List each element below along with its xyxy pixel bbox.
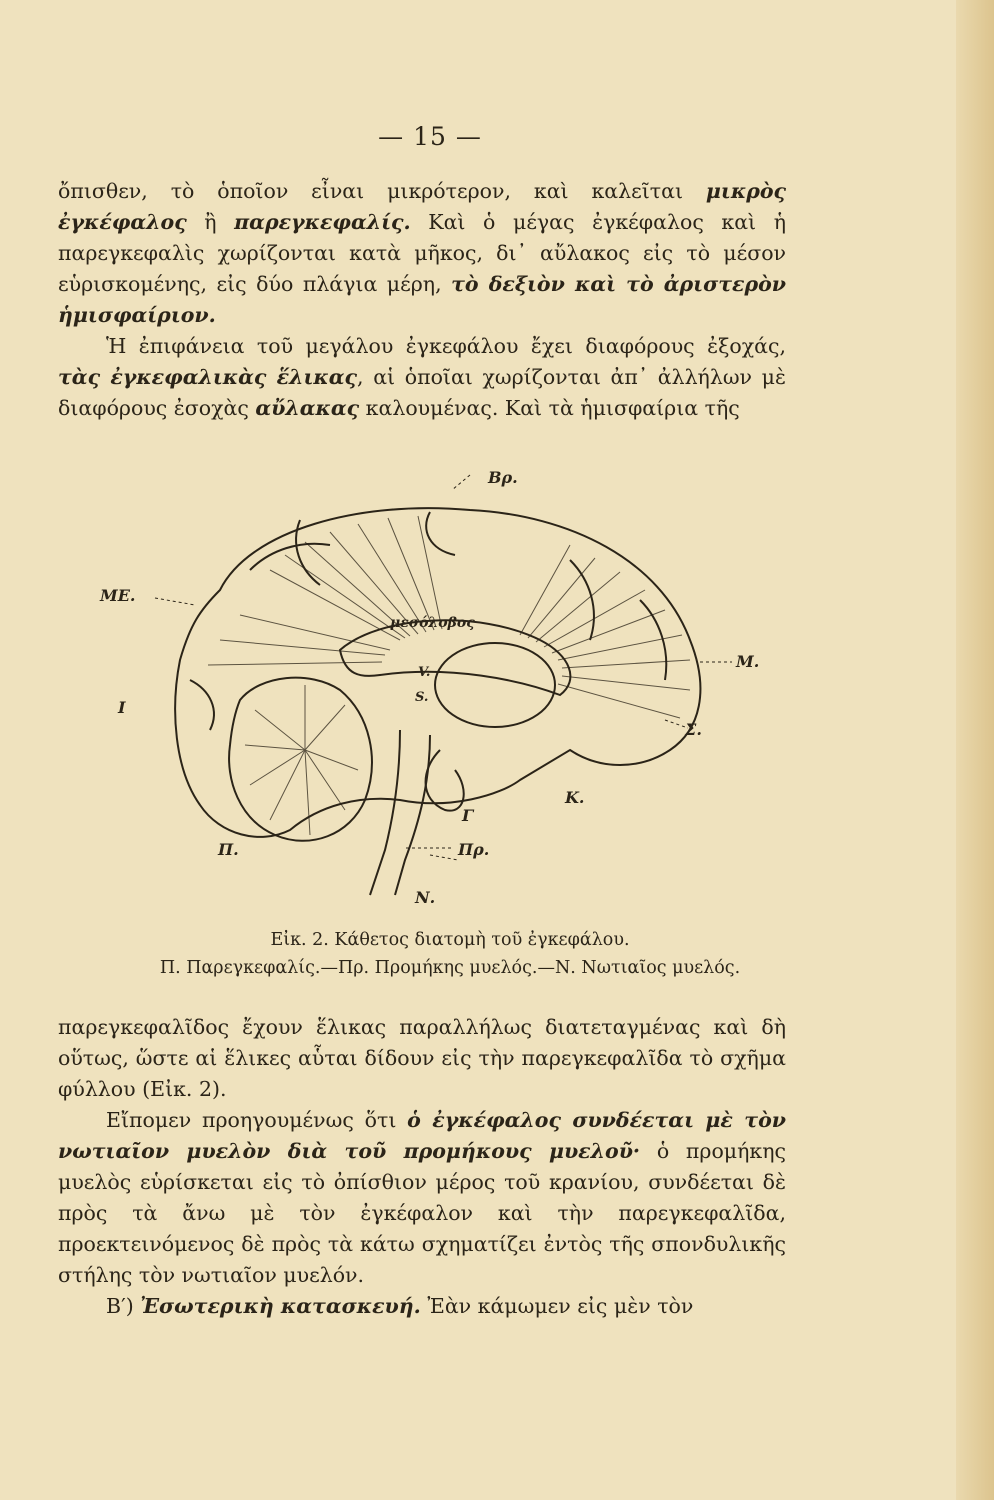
label-s: S. bbox=[415, 690, 429, 705]
label-n: Ν. bbox=[415, 888, 436, 907]
text-run: Β′) bbox=[106, 1294, 141, 1318]
label-g: Γ bbox=[462, 806, 474, 825]
term-aulakes: αὔλακας bbox=[255, 396, 360, 420]
figure-caption-title: Εἰκ. 2. Κάθετος διατομὴ τοῦ ἐγκεφάλου. bbox=[270, 930, 630, 950]
paragraph-1 bbox=[58, 176, 786, 331]
section-heading-inner-structure: Ἐσωτερικὴ κατασκευή. bbox=[140, 1294, 421, 1318]
text-run: καλουμένας. Καὶ τὰ ἡμισφαίρια τῆς bbox=[359, 396, 740, 420]
label-br: Βρ. bbox=[488, 468, 518, 487]
text-run: ὄπισθεν, τὸ ὁποῖον εἶναι μικρότερον, καὶ καλεῖται bbox=[58, 179, 706, 203]
text-run: Ἡ ἐπιφάνεια τοῦ μεγάλου ἐγκεφάλου ἔχει διαφόρους ἐξοχάς, bbox=[106, 334, 786, 358]
label-p: Π. bbox=[218, 840, 239, 859]
text-run: Εἴπομεν προηγουμένως ὅτι bbox=[106, 1108, 408, 1132]
figure-caption-legend: Π. Παρεγκεφαλίς.—Πρ. Προμήκης μυελός.—Ν. Νωτιαῖος μυελός. bbox=[159, 958, 741, 978]
label-megalobos: μεσόλοβος bbox=[390, 615, 475, 631]
term-hemispheres: τὸ δεξιὸν καὶ τὸ ἀριστερὸν ἡμισφαίριον. bbox=[58, 272, 786, 327]
term-mikros-egkefalos: μικρὸς ἐγκέφαλος bbox=[58, 179, 786, 234]
label-pr: Πρ. bbox=[458, 840, 490, 859]
page-number: — 15 — bbox=[378, 122, 482, 151]
top-text-block bbox=[58, 176, 786, 424]
label-sigma: Σ. bbox=[685, 720, 702, 739]
brain-section-figure bbox=[100, 450, 800, 920]
paragraph-4 bbox=[58, 1105, 786, 1291]
paragraph-3: παρεγκεφαλῖδος ἔχουν ἕλικας παραλλήλως διατεταγμένας καὶ δὴ οὕτως, ὥστε αἱ ἕλικες αὗται δίδουν εἰς τὴν παρεγκεφαλῖδα τὸ σχῆμα φύλλου (Εἰκ. 2). bbox=[58, 1015, 786, 1101]
label-me: ΜΕ. bbox=[100, 586, 136, 605]
label-i: Ι bbox=[118, 698, 126, 717]
text-run: Καὶ ὁ μέγας ἐγκέφαλος καὶ ἡ παρεγκεφαλὶς χωρίζονται κατὰ μῆκος, δι᾿ αὔλακος εἰς τὸ μέσον εὑρισκομένης, εἰς δύο πλάγια μέρη, bbox=[58, 210, 786, 296]
bottom-text-block bbox=[58, 1012, 786, 1322]
text-run: Ἐὰν κάμωμεν εἰς μὲν τὸν bbox=[420, 1294, 694, 1318]
text-run: ἢ bbox=[186, 210, 235, 234]
label-k: Κ. bbox=[565, 788, 585, 807]
label-v: V. bbox=[418, 665, 431, 680]
text-run: ὁ προμήκης μυελὸς εὑρίσκεται εἰς τὸ ὀπίσθιον μέρος τοῦ κρανίου, συνδέεται δὲ πρὸς τὰ ἄνω μὲ τὸν ἐγκέφαλον καὶ τὴν παρεγκεφαλῖδα, προεκτεινόμενος δὲ πρὸς τὰ κάτω σχηματίζει ἐντὸς τῆς σπονδυλικῆς στήλης τὸν νωτιαῖον μυελόν. bbox=[58, 1139, 786, 1287]
page-edge bbox=[956, 0, 994, 1500]
label-m: Μ. bbox=[736, 652, 760, 671]
text-run: , αἱ ὁποῖαι χωρίζονται ἀπ᾿ ἀλλήλων μὲ διαφόρους ἐσοχὰς bbox=[58, 365, 786, 420]
term-paregkefalis: παρεγκεφαλίς. bbox=[234, 210, 411, 234]
paragraph-5 bbox=[58, 1291, 786, 1322]
paragraph-2 bbox=[58, 331, 786, 424]
term-helikes: τὰς ἐγκεφαλικὰς ἕλικας bbox=[58, 365, 358, 389]
brain-illustration bbox=[100, 450, 800, 920]
term-brain-connection: ὁ ἐγκέφαλος συνδέεται μὲ τὸν νωτιαῖον μυελὸν διὰ τοῦ προμήκους μυελοῦ· bbox=[58, 1108, 786, 1163]
